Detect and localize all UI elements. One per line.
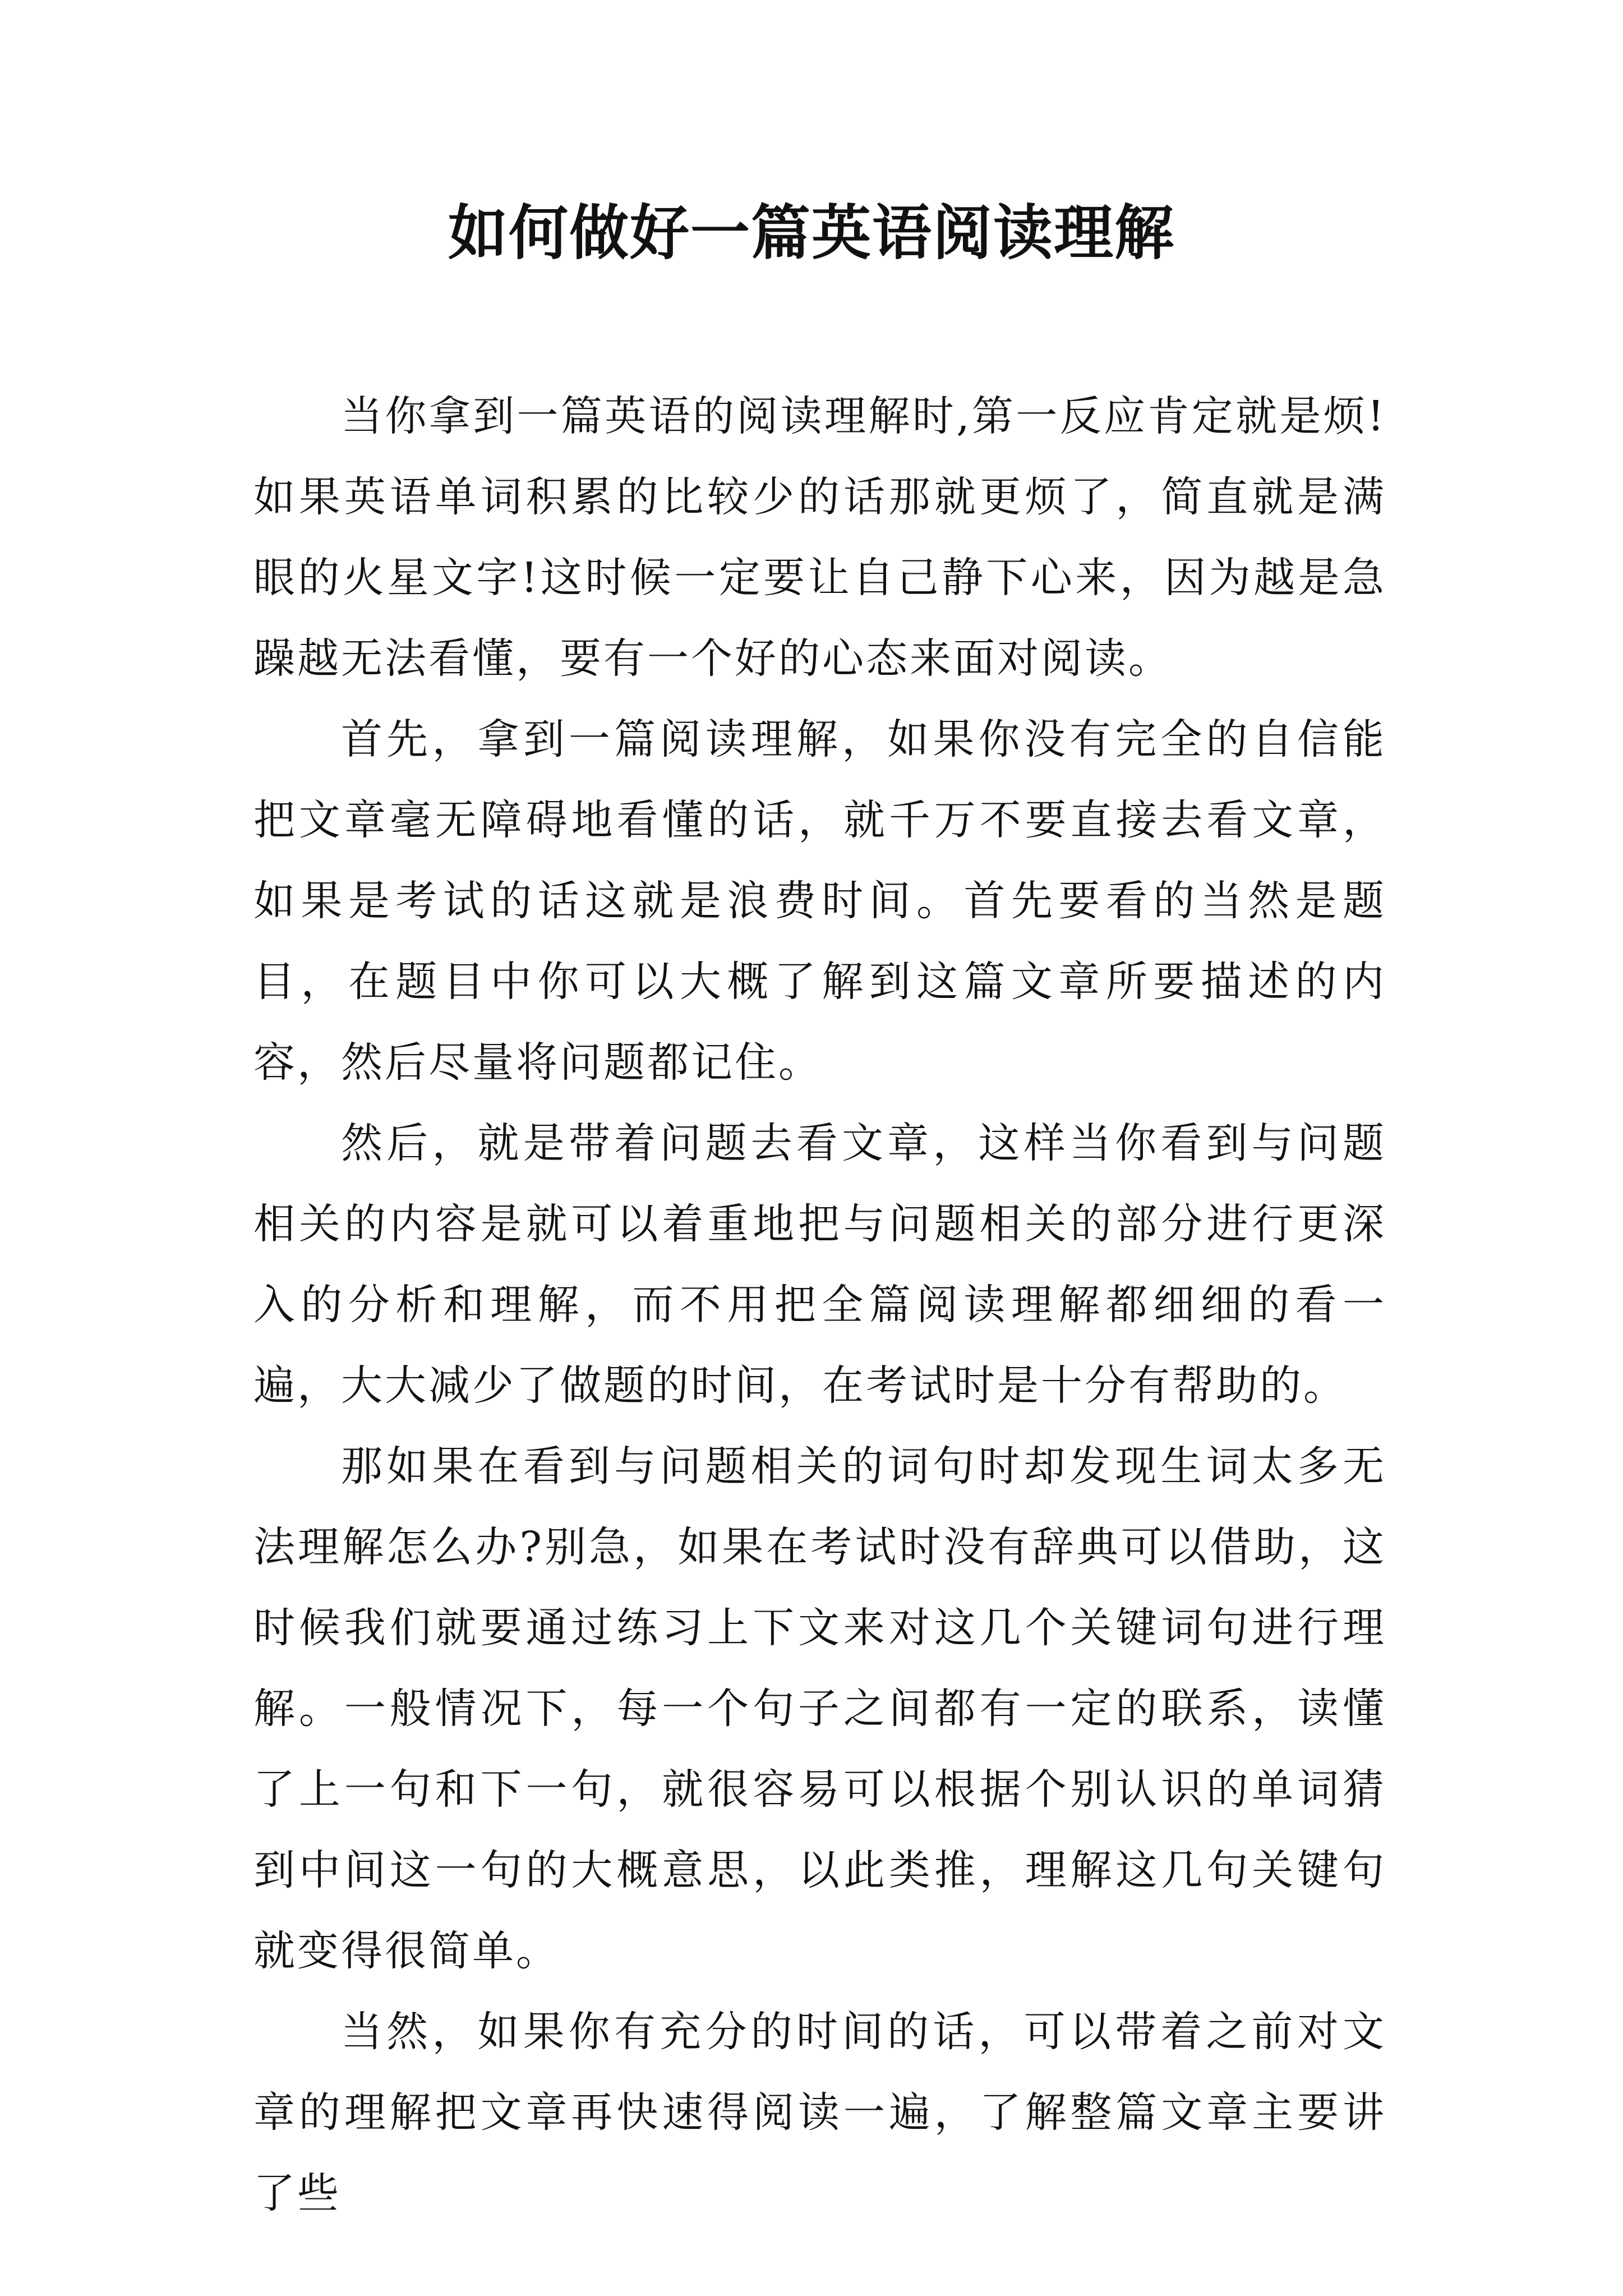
- document-body: [253, 376, 1386, 2234]
- document-title: 如何做好一篇英语阅读理解: [448, 197, 1175, 268]
- paragraph-1: 当你拿到一篇英语的阅读理解时,第一反应肯定就是烦!如果英语单词积累的比较少的话那就更烦了，简直就是满眼的火星文字!这时候一定要让自己静下心来，因为越是急躁越无法看懂，要有一个好的心态来面对阅读。: [253, 392, 1386, 683]
- paragraph-3: 然后，就是带着问题去看文章，这样当你看到与问题相关的内容是就可以着重地把与问题相关的部分进行更深入的分析和理解，而不用把全篇阅读理解都细细的看一遍，大大减少了做题的时间，在考试时是十分有帮助的。: [253, 1119, 1386, 1410]
- paragraph-5: 当然，如果你有充分的时间的话，可以带着之前对文章的理解把文章再快速得阅读一遍，了解整篇文章主要讲了些: [253, 2008, 1386, 2217]
- paragraph-4: 那如果在看到与问题相关的词句时却发现生词太多无法理解怎么办?别急，如果在考试时没有辞典可以借助，这时候我们就要通过练习上下文来对这几个关键词句进行理解。一般情况下，每一个句子之间都有一定的联系，读懂了上一句和下一句，就很容易可以根据个别认识的单词猜到中间这一句的大概意思，以此类推，理解这几句关键句就变得很简单。: [253, 1442, 1386, 1975]
- paragraph-2: 首先，拿到一篇阅读理解，如果你没有完全的自信能把文章毫无障碍地看懂的话，就千万不要直接去看文章，如果是考试的话这就是浪费时间。首先要看的当然是题目，在题目中你可以大概了解到这篇文章所要描述的内容，然后尽量将问题都记住。: [253, 715, 1386, 1087]
